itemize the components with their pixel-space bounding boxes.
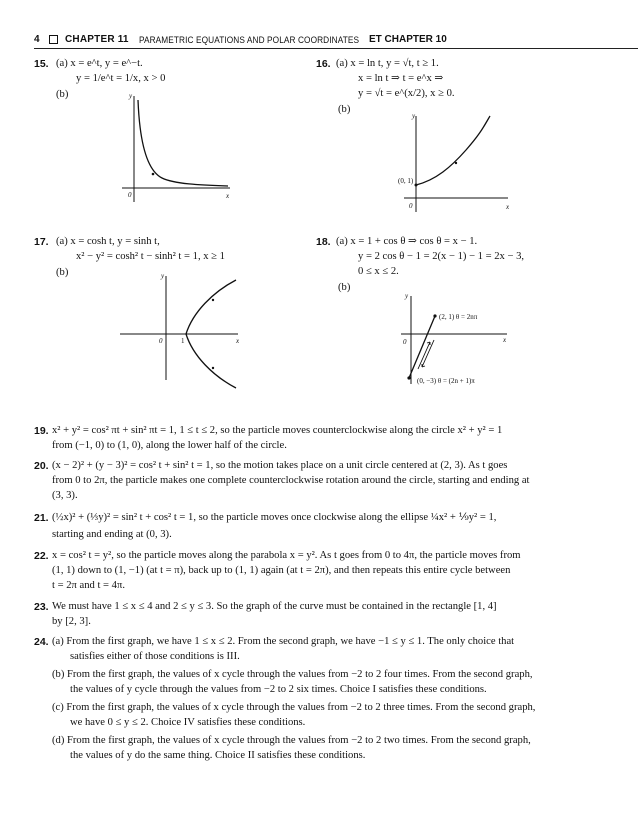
chapter-title: PARAMETRIC EQUATIONS AND POLAR COORDINATES: [139, 35, 360, 45]
problem-equation: x = ln t ⇒ t = e^x ⇒: [358, 73, 444, 84]
point-label: (0, 1): [398, 177, 414, 185]
point-label-bottom: (0, −3) θ = (2n + 1)π: [417, 377, 475, 385]
problem-number: 19.: [34, 425, 49, 437]
problem-part-a: (a) From the first graph, we have 1 ≤ x ≤ 2. From the second graph, we have −1 ≤ y ≤ 1. The only choice that: [52, 636, 515, 647]
problem-equation: y = √t = e^(x/2), x ≥ 0.: [358, 88, 455, 99]
graph-17: [118, 272, 248, 384]
square-icon: [49, 35, 58, 44]
problem-text: t = 2π and t = 4π.: [52, 580, 125, 591]
page-header: [34, 33, 638, 49]
problem-part-b: (b): [338, 282, 351, 293]
x-axis-label: x: [236, 337, 240, 345]
problem-part-b: (b): [56, 267, 69, 278]
problem-text: starting and ending at (0, 3).: [52, 529, 172, 540]
problem-number: 24.: [34, 636, 49, 648]
problem-number: 16.: [316, 58, 331, 70]
problem-part-d: (d) From the first graph, the values of x cycle through the values from −2 to 2 two times. From the second graph,: [52, 735, 531, 746]
problem-text: (x − 2)² + (y − 3)² = cos² t + sin² t = 1, so the motion takes place on a unit circle centered at (2, 3). As t goes: [52, 460, 508, 471]
problem-part-a: (a) x = e^t, y = e^−t.: [56, 58, 143, 69]
y-axis-label: y: [129, 92, 133, 100]
problem-part-a: (a) x = cosh t, y = sinh t,: [56, 236, 160, 247]
origin-label: 0: [409, 202, 413, 210]
problem-equation: y = 1/e^t = 1/x, x > 0: [76, 73, 166, 84]
problem-text: by [2, 3].: [52, 616, 91, 627]
problem-text: from (−1, 0) to (1, 0), along the lower half of the circle.: [52, 440, 287, 451]
problem-part-a: (a) x = ln t, y = √t, t ≥ 1.: [336, 58, 439, 69]
problem-part-b: (b): [56, 89, 69, 100]
problem-text: the values of y cycle through the values from −2 to 2 six times. Choice I satisfies these conditions.: [70, 684, 487, 695]
origin-label: 0: [403, 338, 407, 346]
origin-label: 0: [159, 337, 163, 345]
graph-16: [396, 112, 516, 222]
origin-label: 0: [128, 191, 132, 199]
y-axis-label: y: [412, 112, 416, 120]
problem-part-a: (a) x = 1 + cos θ ⇒ cos θ = x − 1.: [336, 236, 478, 247]
problem-number: 21.: [34, 512, 49, 524]
x-axis-label: x: [226, 192, 230, 200]
problem-part-b: (b) From the first graph, the values of x cycle through the values from −2 to 2 four times. From the second graph,: [52, 669, 533, 680]
problem-equation: 0 ≤ x ≤ 2.: [358, 266, 399, 277]
one-label: 1: [181, 337, 185, 345]
problem-equation: y = 2 cos θ − 1 = 2(x − 1) − 1 = 2x − 3,: [358, 251, 525, 262]
problem-number: 22.: [34, 550, 49, 562]
problem-text: satisfies either of those conditions is III.: [70, 651, 240, 662]
graph-18: [395, 292, 545, 392]
y-axis-label: y: [405, 292, 409, 300]
problem-text: x² + y² = cos² πt + sin² πt = 1, 1 ≤ t ≤ 2, so the particle moves counterclockwise along the circle x² + y² = 1: [52, 425, 503, 436]
problem-text: x = cos² t = y², so the particle moves along the parabola x = y². As t goes from 0 to 4π, the particle moves from: [52, 550, 521, 561]
problem-number: 18.: [316, 236, 331, 248]
problem-number: 15.: [34, 58, 49, 70]
problem-text: (3, 3).: [52, 490, 78, 501]
problem-part-b: (b): [338, 104, 351, 115]
problem-text: from 0 to 2π, the particle makes one complete counterclockwise rotation around the circle, starting and ending at: [52, 475, 530, 486]
problem-number: 20.: [34, 460, 49, 472]
problem-text: the values of y do the same thing. Choice II satisfies these conditions.: [70, 750, 366, 761]
problem-equation: x² − y² = cosh² t − sinh² t = 1, x ≥ 1: [76, 251, 225, 262]
problem-text: (1, 1) down to (1, −1) (at t = π), back up to (1, 1) again (at t = 2π), and then repeats this entire cycle between: [52, 565, 511, 576]
page-number: 4: [34, 34, 40, 45]
y-axis-label: y: [161, 272, 165, 280]
problem-text: We must have 1 ≤ x ≤ 4 and 2 ≤ y ≤ 3. So the graph of the curve must be contained in the rectangle [1, 4]: [52, 601, 497, 612]
header-divider: [34, 48, 638, 49]
x-axis-label: x: [506, 203, 510, 211]
problem-number: 23.: [34, 601, 49, 613]
graph-15: [120, 92, 240, 212]
problem-part-c: (c) From the first graph, the values of x cycle through the values from −2 to 2 three times. From the second graph,: [52, 702, 536, 713]
x-axis-label: x: [503, 336, 507, 344]
problem-number: 17.: [34, 236, 49, 248]
et-chapter-label: ET CHAPTER 10: [369, 34, 447, 45]
problem-text: (½x)² + (⅓y)² = sin² t + cos² t = 1, so the particle moves once clockwise along the ellipse ¼x² + ⅑y² = 1,: [52, 512, 497, 523]
point-label-top: (2, 1) θ = 2nπ: [439, 313, 478, 321]
chapter-label: CHAPTER 11: [65, 34, 129, 45]
problem-text: we have 0 ≤ y ≤ 2. Choice IV satisfies these conditions.: [70, 717, 306, 728]
